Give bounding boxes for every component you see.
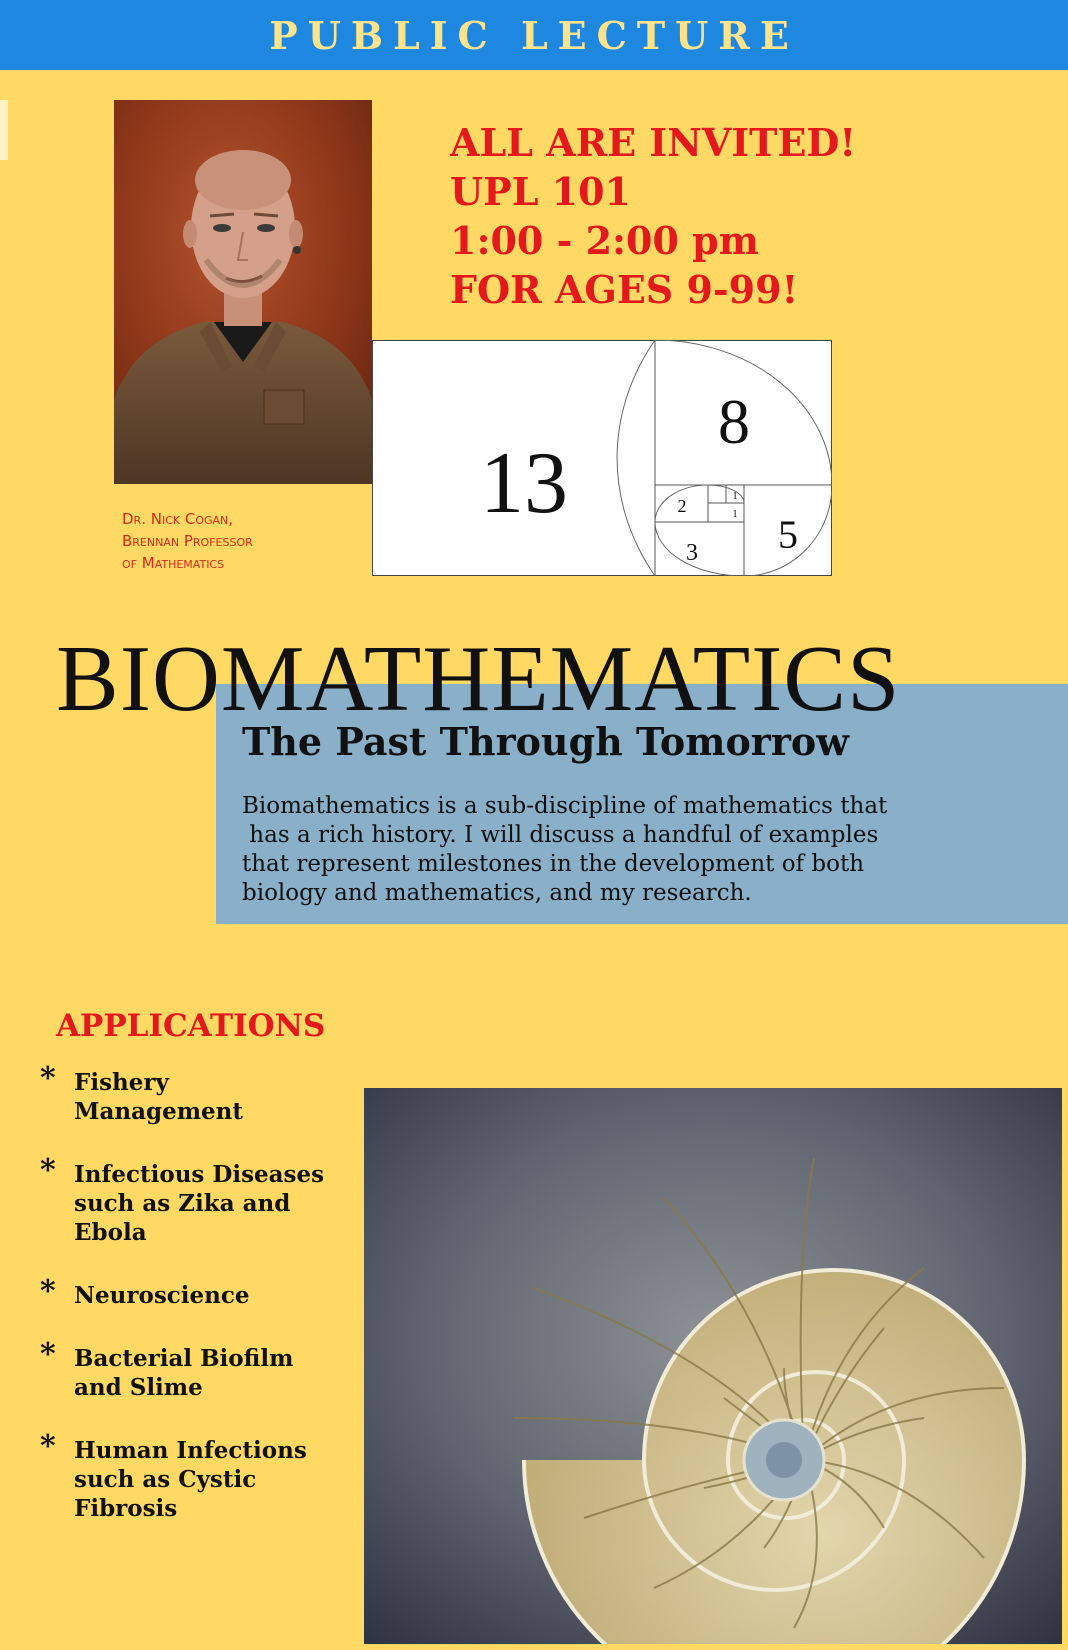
fib-number-13: 13 (480, 435, 568, 532)
location-line: UPL 101 (450, 169, 631, 214)
application-item (40, 1274, 370, 1310)
application-line: and Slime (74, 1374, 203, 1401)
asterisk-bullet: * (40, 1429, 56, 1464)
applications-heading: APPLICATIONS (56, 1008, 326, 1044)
event-details (450, 118, 856, 314)
description-line: that represent milestones in the development of both (242, 851, 865, 877)
application-line: Infectious Diseases (74, 1161, 325, 1188)
application-line: such as Cystic (74, 1466, 257, 1493)
fib-number-3: 3 (686, 540, 698, 566)
speaker-title-line1: Brennan Professor (122, 532, 253, 550)
fibonacci-spiral-diagram (372, 340, 832, 576)
fib-number-1a: 1 (732, 490, 738, 502)
application-line: Bacterial Biofilm (74, 1345, 294, 1372)
application-line: Human Infections (74, 1437, 307, 1464)
application-item (40, 1337, 370, 1402)
ages-line: FOR AGES 9-99! (450, 267, 799, 312)
applications-list (40, 1061, 370, 1557)
lecture-subtitle: The Past Through Tomorrow (242, 719, 849, 764)
asterisk-bullet: * (40, 1337, 56, 1372)
lecture-description (242, 792, 1022, 908)
fib-number-8: 8 (718, 386, 750, 457)
speaker-photo (114, 100, 372, 484)
asterisk-bullet: * (40, 1061, 56, 1096)
description-line: biology and mathematics, and my research. (242, 880, 752, 906)
asterisk-bullet: * (40, 1274, 56, 1309)
application-line: Fibrosis (74, 1495, 178, 1522)
application-line: Management (74, 1098, 244, 1125)
edge-mark (0, 100, 8, 160)
fib-number-1b: 1 (732, 508, 738, 520)
time-line: 1:00 - 2:00 pm (450, 218, 759, 263)
fib-number-5: 5 (778, 512, 798, 557)
application-line: such as Zika and (74, 1190, 291, 1217)
nautilus-shell-image (364, 1088, 1062, 1644)
application-item (40, 1153, 370, 1247)
speaker-caption (122, 508, 352, 574)
description-line: Biomathematics is a sub-discipline of mathematics that (242, 793, 888, 819)
application-item (40, 1429, 370, 1523)
lecture-title: BIOMATHEMATICS (56, 627, 901, 731)
application-line: Fishery (74, 1069, 169, 1096)
speaker-name: Dr. Nick Cogan, (122, 510, 234, 528)
description-line: has a rich history. I will discuss a handful of examples (242, 822, 879, 848)
invite-line: ALL ARE INVITED! (450, 120, 857, 165)
speaker-title-line2: of Mathematics (122, 554, 225, 572)
header-title: PUBLIC LECTURE (269, 13, 799, 58)
application-line: Neuroscience (74, 1282, 250, 1309)
application-line: Ebola (74, 1219, 147, 1246)
asterisk-bullet: * (40, 1153, 56, 1188)
fib-number-2: 2 (677, 496, 687, 516)
application-item (40, 1061, 370, 1126)
